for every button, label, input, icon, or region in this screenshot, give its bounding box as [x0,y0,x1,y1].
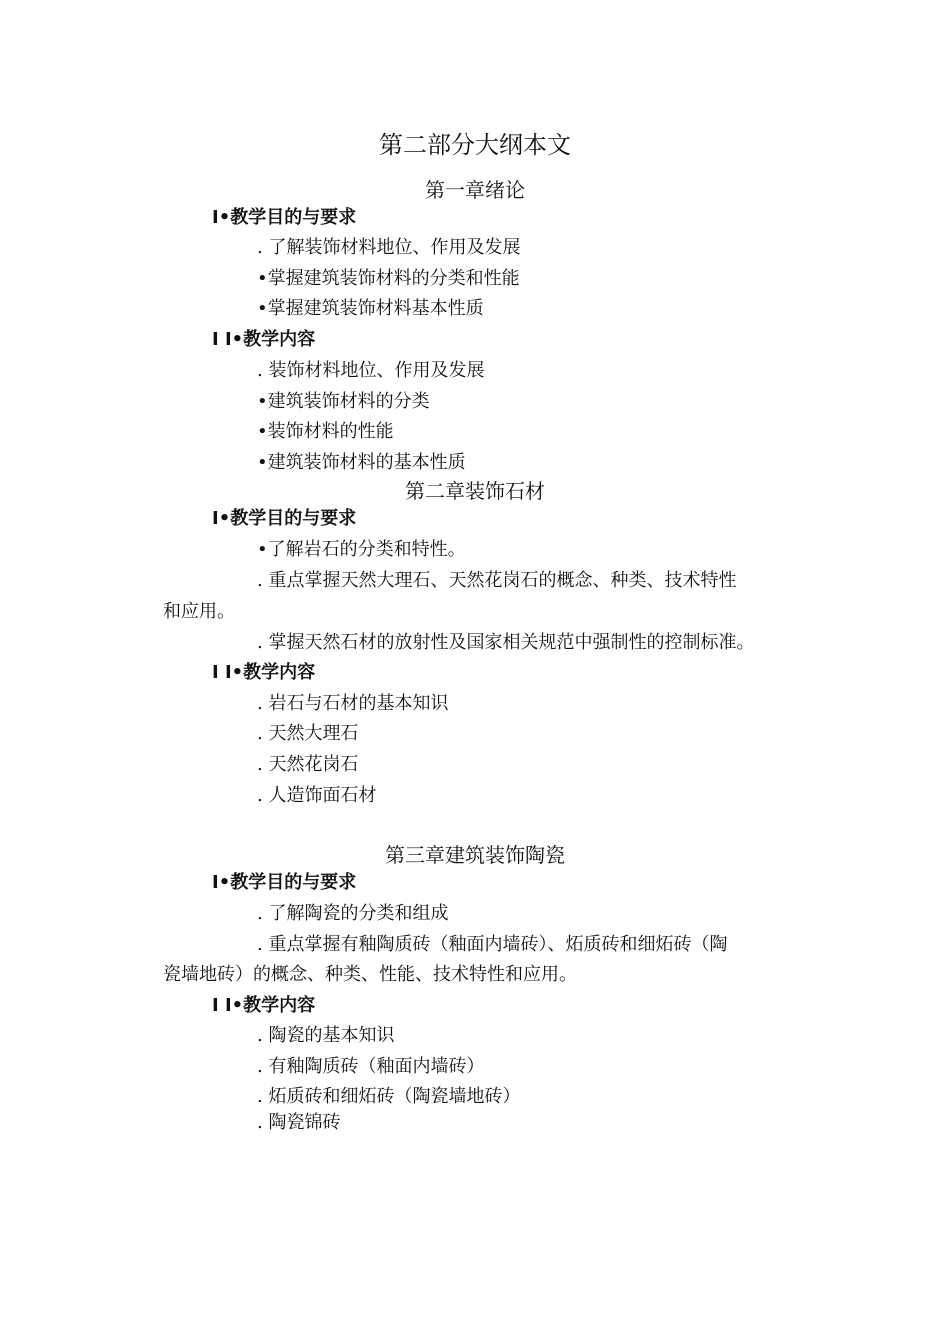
chapter-3-content-item: . 有釉陶质砖（釉面内墙砖） [257,1056,485,1077]
chapter-3-goals-heading: I•教学目的与要求 [212,872,357,893]
chapter-2-goals-heading: I•教学目的与要求 [212,508,357,529]
chapter-3-goal-item: . 了解陶瓷的分类和组成 [257,903,449,924]
chapter-1-content-item: •建筑装饰材料的分类 [257,391,430,412]
chapter-3-content-item: . 陶瓷的基本知识 [257,1025,395,1046]
chapter-3-title: 第三章建筑装饰陶瓷 [385,843,565,867]
chapter-2-goal-item: . 重点掌握天然大理石、天然花岗石的概念、种类、技术特性 [257,570,737,591]
chapter-1-content-item: •装饰材料的性能 [257,421,394,442]
chapter-2-content-heading: I I•教学内容 [212,662,316,683]
chapter-3-goal-item-continuation: 瓷墙地砖）的概念、种类、性能、技术特性和应用。 [163,964,577,985]
chapter-2-goal-item: . 掌握天然石材的放射性及国家相关规范中强制性的控制标准。 [257,632,755,653]
chapter-2-title: 第二章装饰石材 [405,479,545,503]
chapter-1-content-item: •建筑装饰材料的基本性质 [257,452,466,473]
chapter-1-goals-heading: I•教学目的与要求 [212,207,357,228]
chapter-1-content-heading: I I•教学内容 [212,329,316,350]
chapter-3-goal-item: . 重点掌握有釉陶质砖（釉面内墙砖）、炻质砖和细炻砖（陶 [257,934,728,955]
chapter-3-content-item: . 炻质砖和细炻砖（陶瓷墙地砖） [257,1086,521,1107]
chapter-3-content-heading: I I•教学内容 [212,995,316,1016]
chapter-1-goal-item: •掌握建筑装饰材料基本性质 [257,298,484,319]
document-title: 第二部分大纲本文 [379,131,571,159]
chapter-2-goal-item-continuation: 和应用。 [163,601,235,622]
chapter-2-content-item: . 天然花岗石 [257,754,359,775]
chapter-2-content-item: . 天然大理石 [257,723,359,744]
chapter-1-goal-item: •掌握建筑装饰材料的分类和性能 [257,268,520,289]
chapter-3-content-item: . 陶瓷锦砖 [257,1112,341,1133]
chapter-2-content-item: . 人造饰面石材 [257,785,377,806]
chapter-2-content-item: . 岩石与石材的基本知识 [257,693,449,714]
chapter-1-content-item: . 装饰材料地位、作用及发展 [257,360,485,381]
chapter-1-title: 第一章绪论 [425,178,525,202]
chapter-1-goal-item: . 了解装饰材料地位、作用及发展 [257,237,521,258]
chapter-2-goal-item: •了解岩石的分类和特性。 [257,539,466,560]
